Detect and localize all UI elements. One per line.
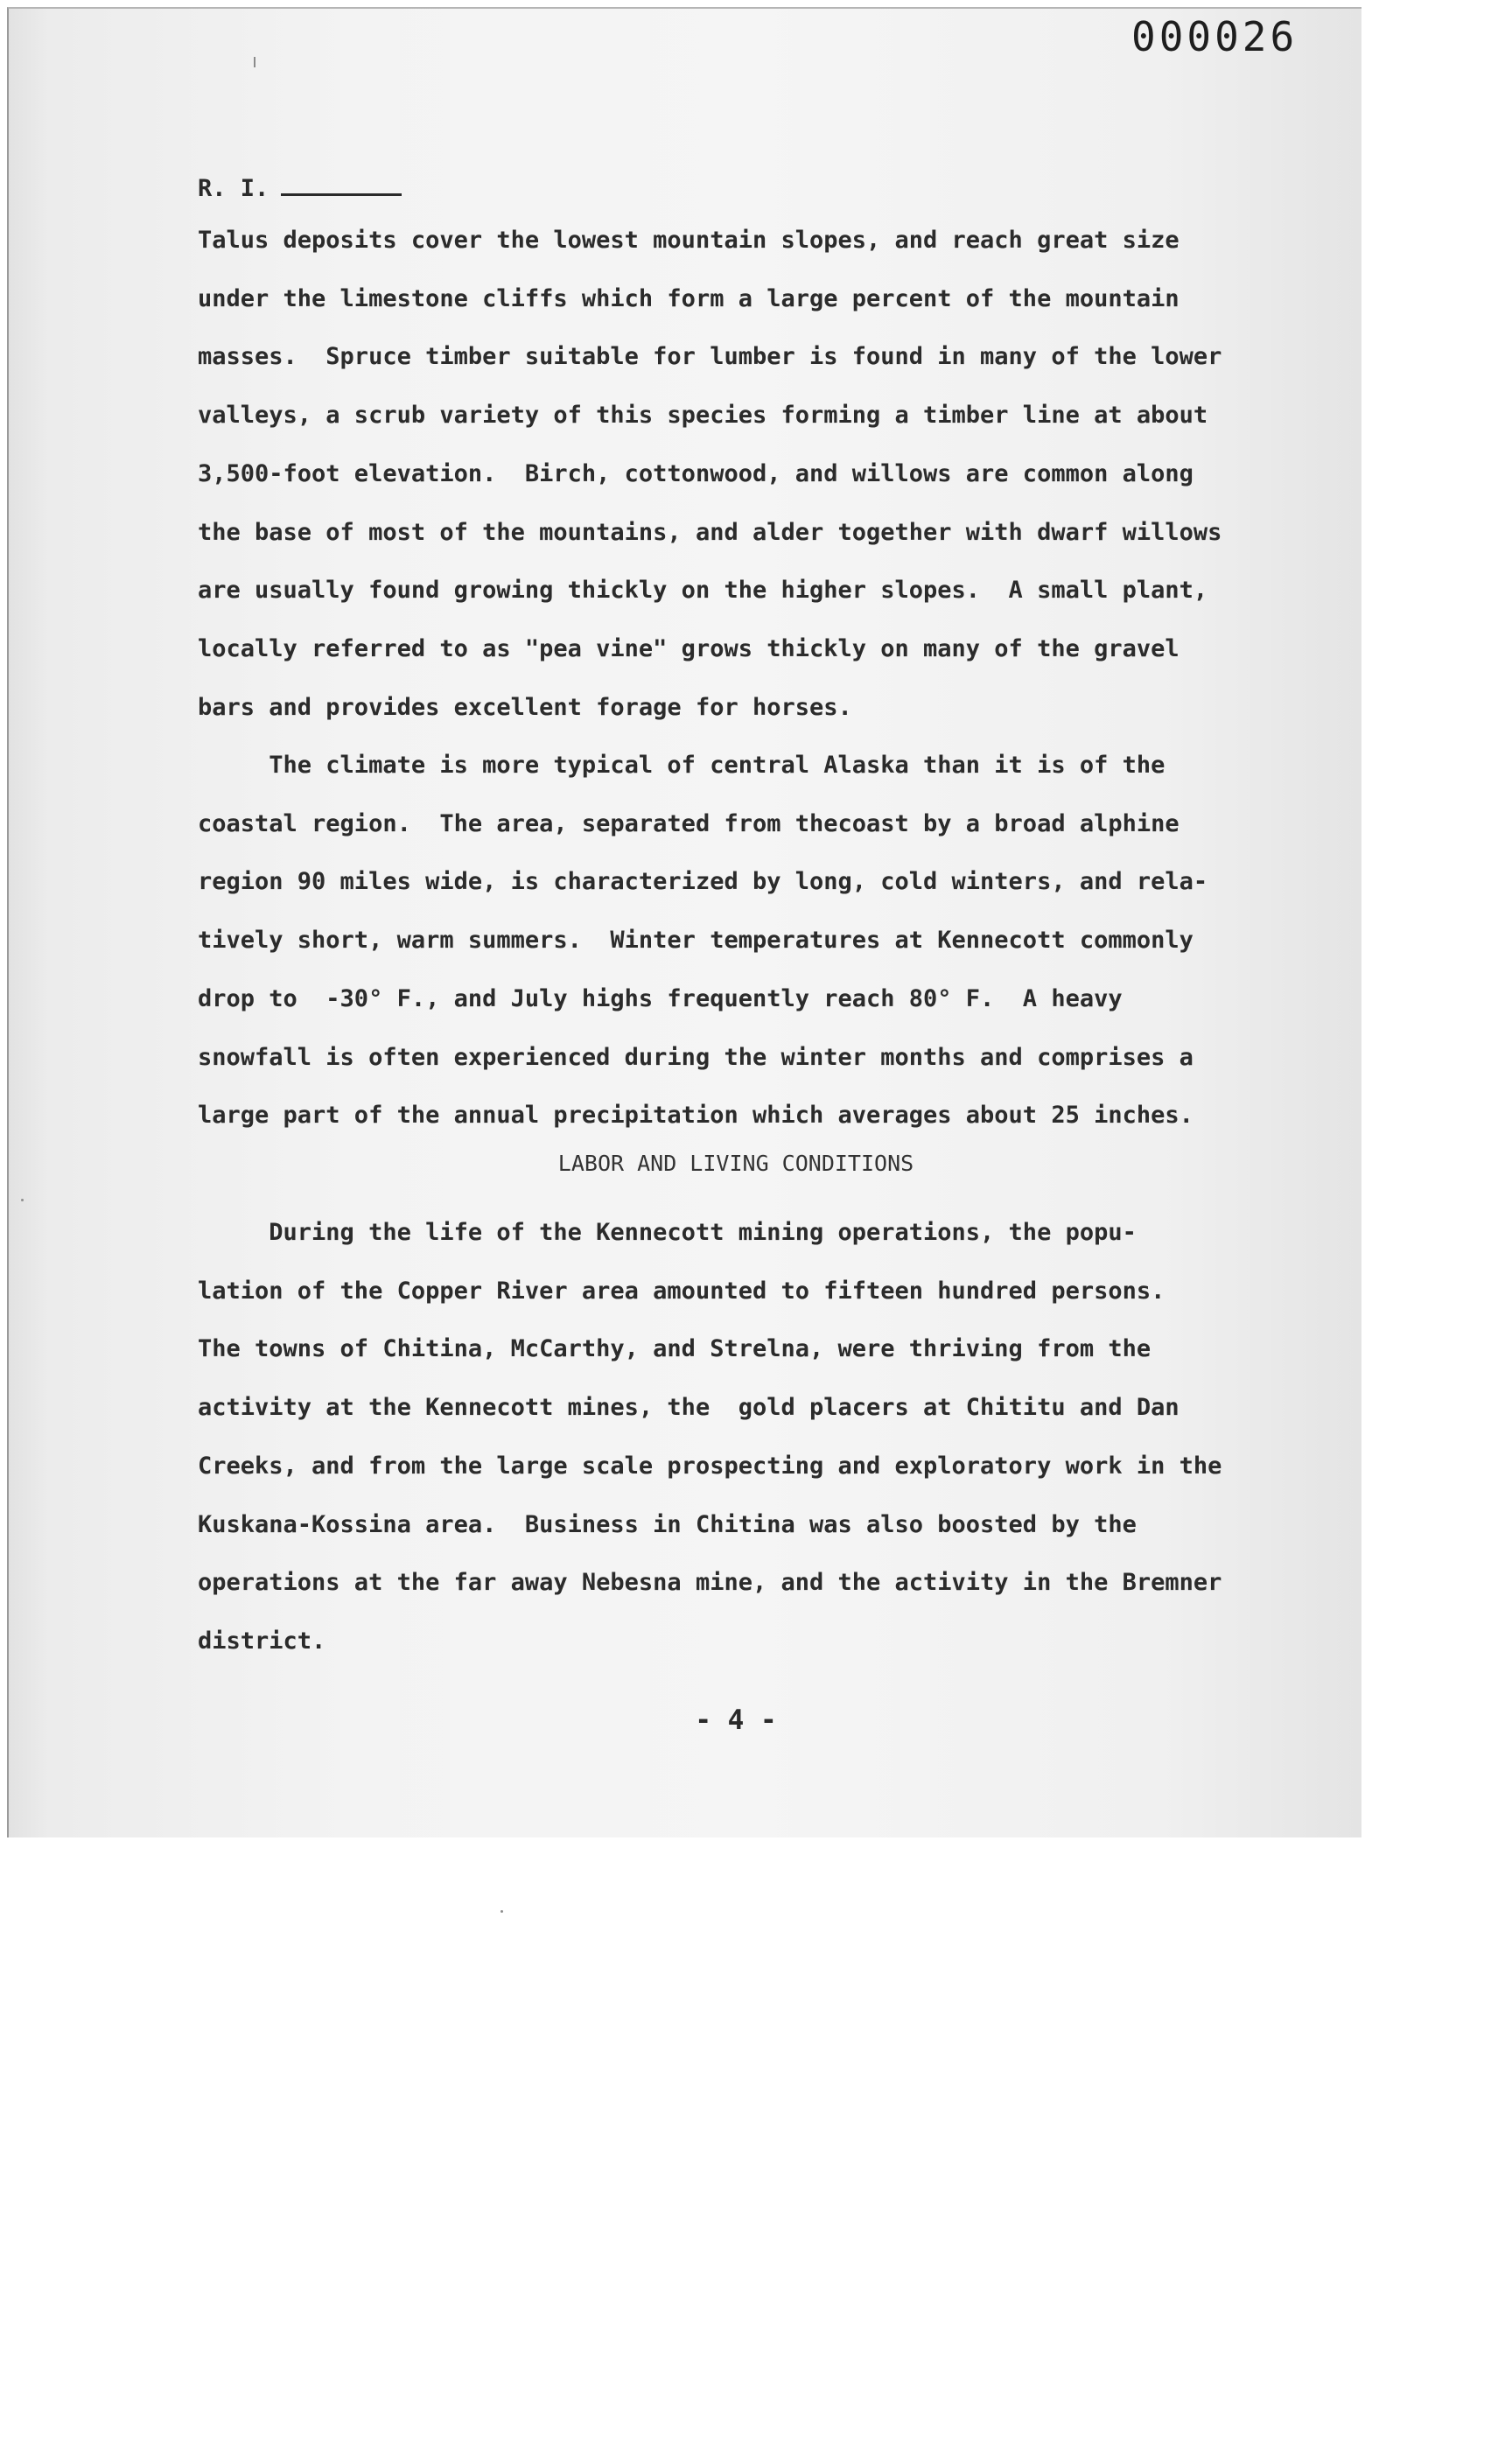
text-line: activity at the Kennecott mines, the gold placers at Chititu and Dan: [198, 1394, 1180, 1422]
text-line: tively short, warm summers. Winter temperatures at Kennecott commonly: [198, 927, 1194, 955]
text-line: Creeks, and from the large scale prospecting and exploratory work in the: [198, 1452, 1222, 1480]
text-line: lation of the Copper River area amounted to fifteen hundred persons.: [198, 1277, 1166, 1305]
document-page: [7, 7, 1362, 1838]
text-line: locally referred to as "pea vine" grows thickly on many of the gravel: [198, 634, 1180, 662]
text-line: masses. Spruce timber suitable for lumber is found in many of the lower: [198, 343, 1222, 371]
text-line: the base of most of the mountains, and alder together with dwarf willows: [198, 518, 1222, 546]
paragraph-talus: [198, 212, 1274, 737]
page-number-stamp: 000026: [1131, 13, 1298, 60]
text-line: operations at the far away Nebesna mine, and the activity in the Bremner: [198, 1569, 1222, 1597]
scan-speck: [500, 1910, 503, 1913]
page-folio: - 4 -: [695, 1704, 777, 1736]
text-line: coastal region. The area, separated from thecoast by a broad alphine: [198, 809, 1180, 837]
scan-mark: [254, 57, 256, 67]
ri-label: R. I.: [198, 175, 270, 202]
text-line: During the life of the Kennecott mining operations, the popu-: [198, 1219, 1137, 1246]
paragraph-labor: [198, 1204, 1274, 1671]
text-line: under the limestone cliffs which form a large percent of the mountain: [198, 284, 1180, 312]
ri-blank-line: [281, 171, 402, 196]
text-line: snowfall is often experienced during the winter months and comprises a: [198, 1043, 1194, 1071]
paragraph-climate: [198, 737, 1274, 1145]
text-line: 3,500-foot elevation. Birch, cottonwood, and willows are common along: [198, 459, 1194, 487]
text-line: large part of the annual precipitation which averages about 25 inches.: [198, 1102, 1194, 1130]
ri-line: [198, 171, 402, 202]
text-line: valleys, a scrub variety of this species forming a timber line at about: [198, 402, 1208, 430]
scan-speck: [21, 1199, 24, 1201]
text-line: drop to -30° F., and July highs frequently reach 80° F. A heavy: [198, 984, 1123, 1012]
text-line: region 90 miles wide, is characterized by long, cold winters, and rela-: [198, 868, 1208, 896]
text-line: district.: [198, 1627, 326, 1655]
text-line: The climate is more typical of central Alaska than it is of the: [198, 752, 1166, 779]
text-line: Talus deposits cover the lowest mountain slopes, and reach great size: [198, 227, 1180, 254]
text-line: are usually found growing thickly on the higher slopes. A small plant,: [198, 577, 1208, 605]
text-line: bars and provides excellent forage for horses.: [198, 693, 852, 721]
section-heading: LABOR AND LIVING CONDITIONS: [557, 1151, 914, 1176]
text-line: The towns of Chitina, McCarthy, and Strelna, were thriving from the: [198, 1335, 1152, 1363]
text-line: Kuskana-Kossina area. Business in Chitina was also boosted by the: [198, 1510, 1137, 1538]
